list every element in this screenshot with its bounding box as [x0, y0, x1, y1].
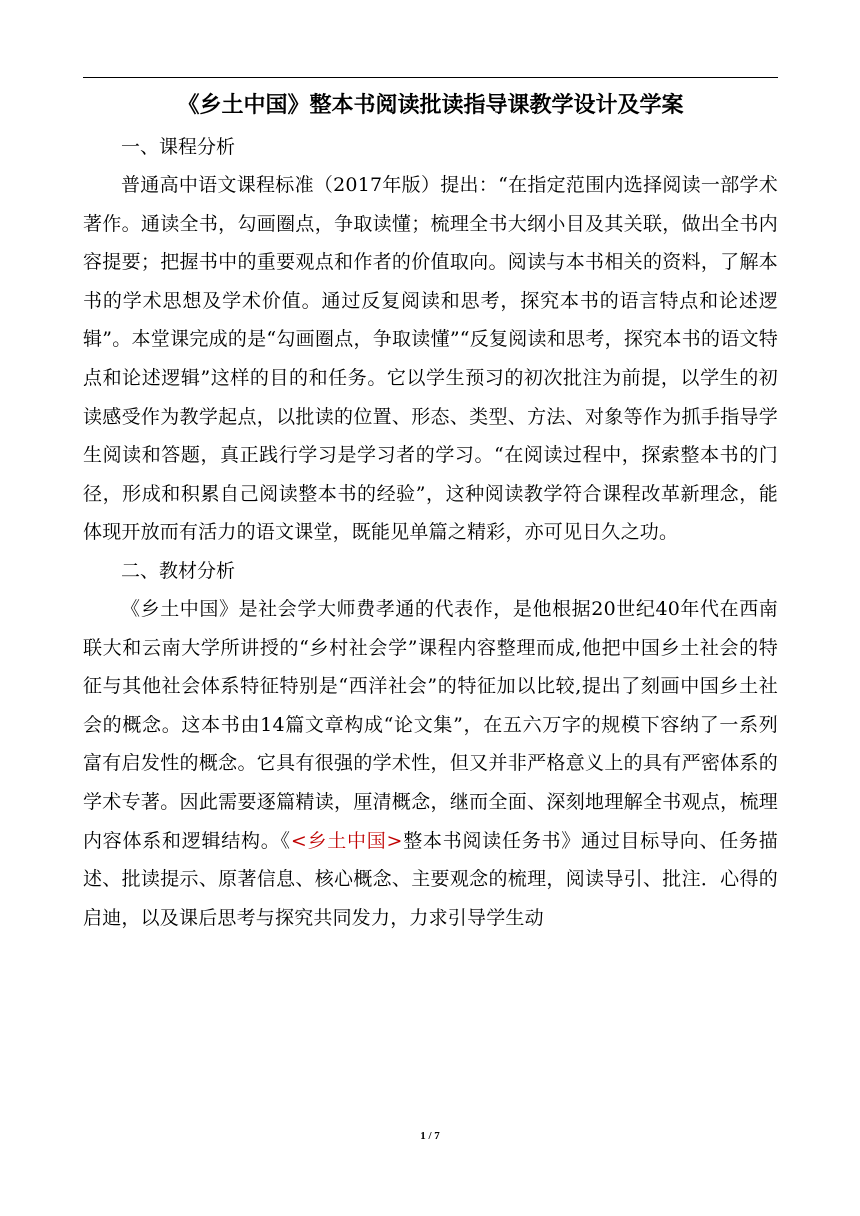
paragraph-course-analysis: 普通高中语文课程标准（2017年版）提出：“在指定范围内选择阅读一部学术著作。通读全书，勾画圈点，争取读懂；梳理全书大纲小目及其关联，做出全书内容提要；把握书中的重要观点和作者的价值取向。阅读与本书相关的资料，了解本书的学术思想及学术价值。通过反复阅读和思考，探究本书的语言特点和论述逻辑”。本堂课完成的是“勾画圈点，争取读懂”“反复阅读和思考，探究本书的语文特点和论述逻辑”这样的目的和任务。它以学生预习的初次批注为前提，以学生的初读感受作为教学起点，以批读的位置、形态、类型、方法、对象等作为抓手指导学生阅读和答题，真正践行学习是学习者的学习。“在阅读过程中，探索整本书的门径，形成和积累自己阅读整本书的经验”，这种阅读教学符合课程改革新理念，能体现开放而有活力的语文课堂，既能见单篇之精彩，亦可见日久之功。	[83, 174, 778, 544]
section-heading-material-analysis: 二、教材分析	[121, 559, 236, 582]
paragraph-material-analysis	[83, 590, 778, 937]
paragraph-text-after-link: 整本书阅读任务书》通过目标导向、任务描述、批读提示、原著信息、核心概念、主要观念的梳理，阅读导引、批注．心得的启迪，以及课后思考与探究共同发力，力求引导学生动	[83, 829, 778, 929]
page-number: 1 / 7	[420, 1130, 440, 1142]
document-body	[83, 128, 778, 937]
header-rule	[83, 77, 778, 78]
document-title: 《乡土中国》整本书阅读批读指导课教学设计及学案	[177, 92, 684, 118]
paragraph-text-before-link: 《乡土中国》是社会学大师费孝通的代表作，是他根据20世纪40年代在西南联大和云南大学所讲授的“乡村社会学”课程内容整理而成,他把中国乡土社会的特征与其他社会体系特征特别是“西洋社会”的特征加以比较,提出了刻画中国乡土社会的概念。这本书由14篇文章构成“论文集”，在五六万字的规模下容纳了一系列富有启发性的概念。它具有很强的学术性，但又并非严格意义上的具有严密体系的学术专著。因此需要逐篇精读，厘清概念，继而全面、深刻地理解全书观点，梳理内容体系和逻辑结构。《	[83, 597, 778, 852]
task-book-link[interactable]: <乡土中国>	[290, 829, 403, 852]
section-heading-course-analysis: 一、课程分析	[121, 136, 236, 158]
